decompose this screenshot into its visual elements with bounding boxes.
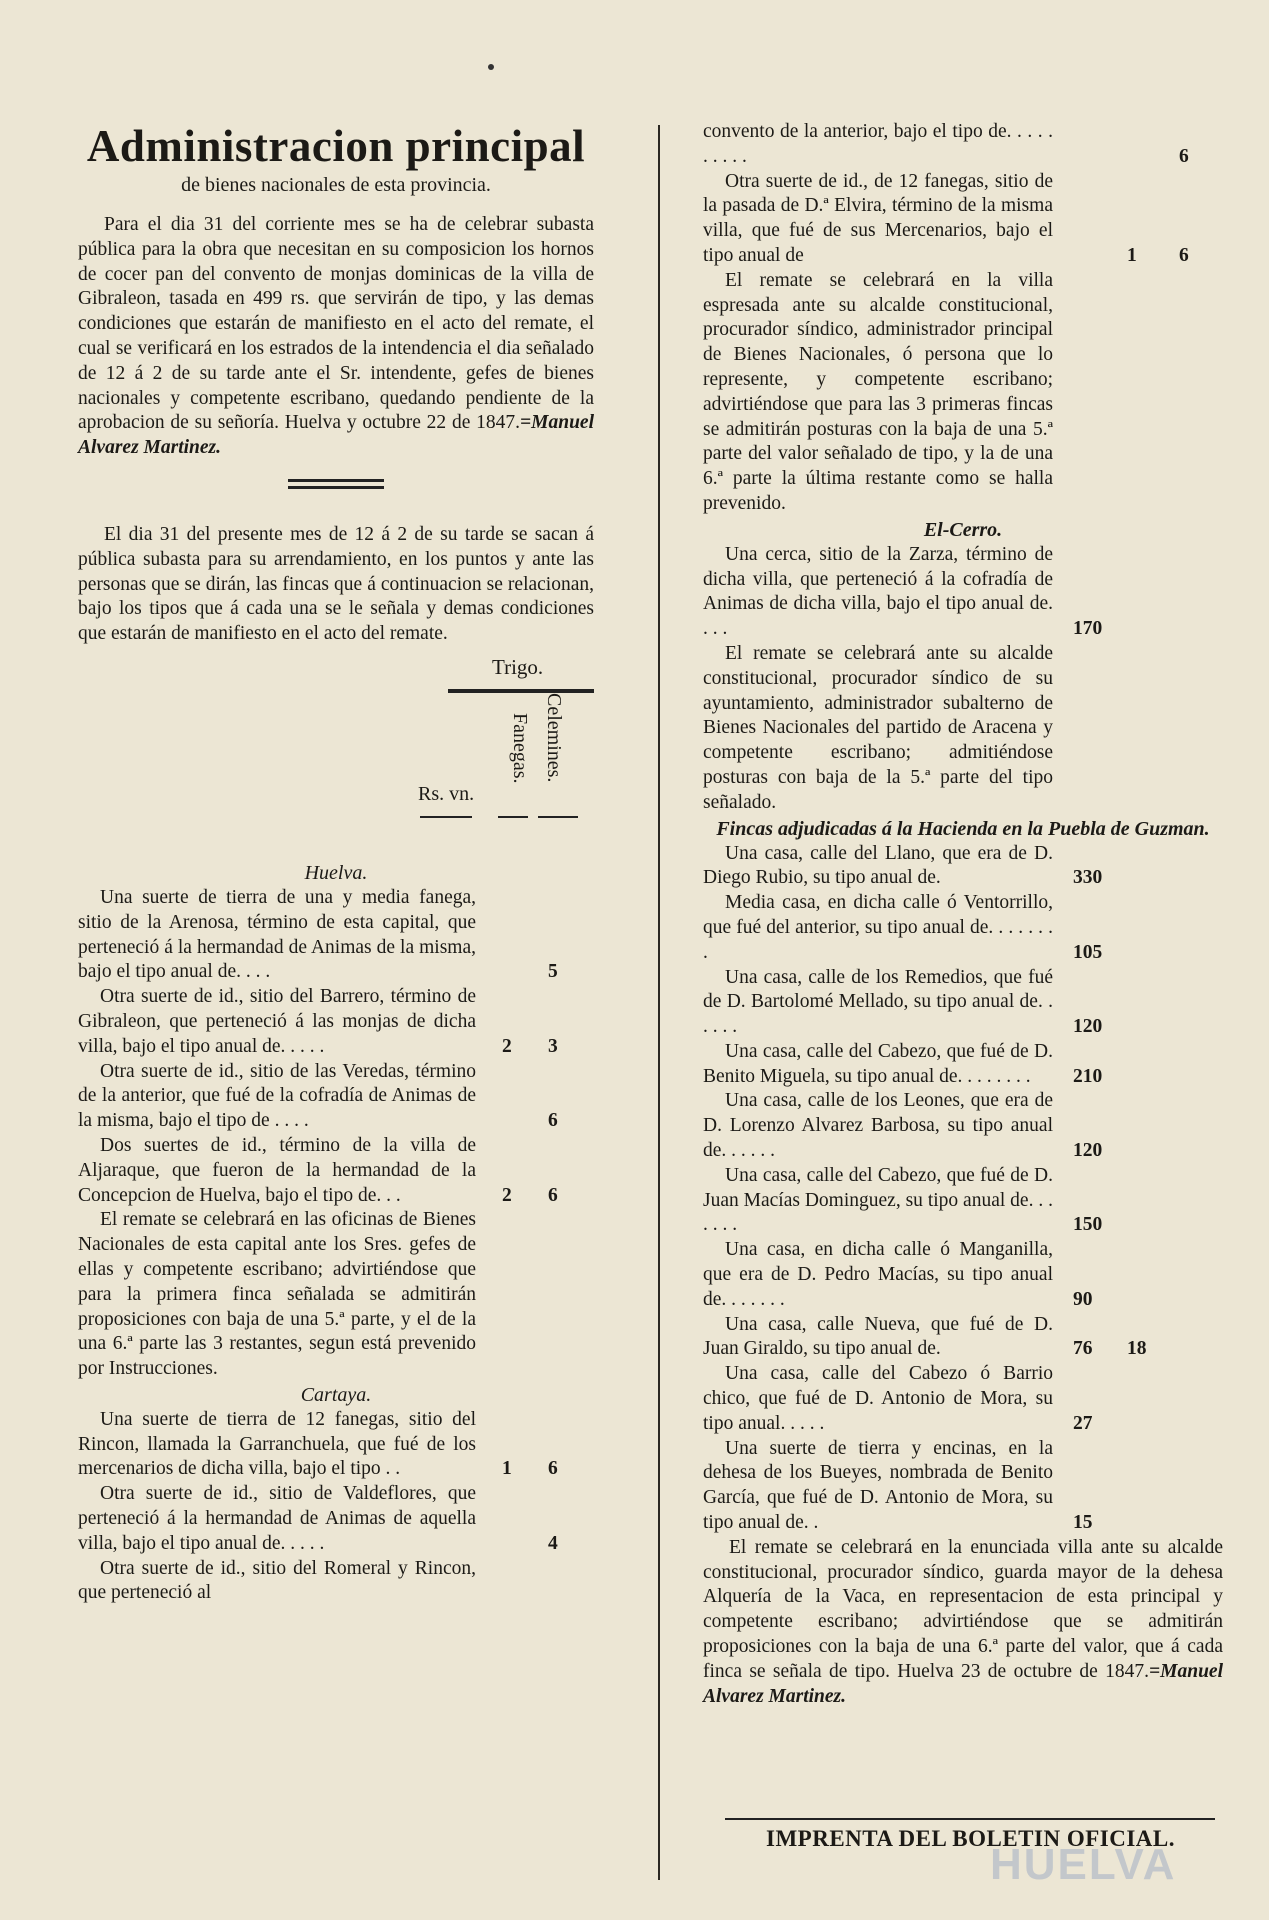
entry-celemines: 5 <box>548 961 558 983</box>
notice1-body <box>78 213 594 461</box>
entry-text: Dos suertes de id., término de la villa de Aljaraque, que fueron de la hermandad de la Concepcion de Huelva, bajo el tipo de. . . <box>78 1134 476 1206</box>
entry-reales: 27 <box>1073 1412 1093 1434</box>
entry-reales: 170 <box>1073 618 1103 640</box>
entry-text: Una cerca, sitio de la Zarza, término de dicha villa, que perteneció á la cofradía de Animas de dicha villa, bajo el tipo anual de. . . . <box>703 543 1053 640</box>
right-entries <box>703 120 1223 1536</box>
section-separator <box>288 479 384 489</box>
property-entry <box>703 1437 1223 1536</box>
section-heading: Fincas adjudicadas á la Hacienda en la Puebla de Guzman. <box>716 817 1210 840</box>
header-rule-fan <box>498 816 528 818</box>
property-entry <box>703 1313 1223 1363</box>
header-celemines: Celemines. <box>543 692 565 783</box>
entry-reales: 150 <box>1073 1214 1103 1236</box>
entry-fanegas: 1 <box>1127 244 1137 266</box>
page-title: Administracion principal <box>86 121 586 171</box>
entry-text: Una casa, calle de los Remedios, que fué de D. Bartolomé Mellado, su tipo anual de. . . . . . <box>703 966 1053 1038</box>
header-rule-cel <box>538 816 578 818</box>
entry-text: Una casa, en dicha calle ó Manganilla, que era de D. Pedro Macías, su tipo anual de. . . . . . . <box>703 1239 1053 1310</box>
property-entry <box>78 1134 594 1208</box>
entry-text: Una casa, calle de los Leones, que era de D. Lorenzo Alvarez Barbosa, su tipo anual de. . . . . . <box>703 1090 1053 1162</box>
entry-text: Una suerte de tierra de una y media fanega, sitio de la Arenosa, término de esta capital, que perteneció á la hermandad de Animas de la misma, bajo el tipo anual de. . . . <box>78 886 476 983</box>
property-entry <box>703 966 1223 1040</box>
entry-reales: 15 <box>1073 1512 1093 1534</box>
header-trigo: Trigo. <box>492 654 544 679</box>
section-heading: Huelva. <box>304 861 368 884</box>
property-entry <box>703 642 1223 816</box>
entry-celemines: 6 <box>548 1110 558 1132</box>
left-column <box>78 120 594 1606</box>
entry-celemines: 4 <box>548 1532 558 1554</box>
property-entry <box>703 1164 1223 1238</box>
table-header <box>78 655 594 860</box>
header-fanegas: Fanegas. <box>509 712 531 784</box>
entry-text: Una casa, calle del Cabezo, que fué de D. Benito Miguela, su tipo anual de. . . . . . . . <box>703 1040 1053 1087</box>
right-column <box>703 120 1223 1709</box>
entry-text: Una casa, calle del Cabezo ó Barrio chico, que fué de D. Antonio de Mora, su tipo anual. . . . . <box>703 1363 1053 1434</box>
property-entry <box>703 1089 1223 1163</box>
entry-reales: 105 <box>1073 941 1103 963</box>
property-entry <box>78 886 594 985</box>
watermark: HUELVA <box>990 1840 1177 1889</box>
header-rule <box>448 689 594 693</box>
imprenta-footer: IMPRENTA DEL BOLETIN OFICIAL. <box>766 1826 1175 1851</box>
property-entry <box>78 1408 594 1482</box>
property-entry <box>703 1362 1223 1436</box>
entry-text: Una suerte de tierra de 12 fanegas, sitio del Rincon, llamada la Garranchuela, que fué de los mercenarios de dicha villa, bajo el tipo . . <box>78 1408 476 1480</box>
column-divider <box>658 125 660 1880</box>
entry-text: El remate se celebrará en las oficinas de Bienes Nacionales de esta capital ante los Sres. gefes de ellas y competente escribano; advirtiéndose que para la primera finca señalada se admitirán proposiciones con baja de una 5.ª parte, y el de la una 6.ª parte las 3 restantes, segun está prevenido por Instrucciones. <box>78 1209 476 1380</box>
entry-fanegas: 2 <box>502 1035 512 1057</box>
entry-text: Otra suerte de id., sitio de las Veredas, término de la anterior, que fué de la cofradía de Animas de la misma, bajo el tipo de . . . . <box>78 1060 476 1132</box>
property-entry <box>703 1040 1223 1090</box>
section-heading: Cartaya. <box>300 1383 372 1406</box>
property-entry <box>703 891 1223 965</box>
property-entry <box>703 269 1223 517</box>
property-entry <box>78 1482 594 1556</box>
header-rsvn: Rs. vn. <box>418 782 475 805</box>
closing-text: El remate se celebrará en la enunciada villa ante su alcalde constitucional, procurador síndico, guarda mayor de la dehesa Alquería de la Vaca, en representacion de esta principal y competente escribano; advirtiéndose que se admitirán proposiciones con la baja de una 6.ª parte del valor, que á cada finca se señala de tipo. Huelva 23 de octubre de 1847. <box>703 1536 1223 1682</box>
notice1-text: Para el dia 31 del corriente mes se ha de celebrar subasta pública para la obra que necesitan en su composicion los hornos de cocer pan del convento de monjas dominicas de la villa de Gibraleon, tasada en 499 rs. que servirán de tipo, y las demas condiciones que estarán de manifiesto en el acto del remate, el cual se verificará en los estrados de la intendencia el dia señalado de 12 á 2 de su tarde ante el Sr. intendente, gefes de bienes nacionales y competente escribano, quedando pendiente de la aprobacion de su señoría. Huelva y octubre 22 de 1847. <box>78 214 594 434</box>
entry-reales: 330 <box>1073 867 1103 889</box>
entry-reales: 76 <box>1073 1338 1093 1360</box>
entry-text: Una suerte de tierra y encinas, en la dehesa de los Bueyes, nombrada de Benito García, que fué de D. Antonio de Mora, su tipo anual de. . <box>703 1437 1053 1534</box>
entry-text: Otra suerte de id., de 12 fanegas, sitio de la pasada de D.ª Elvira, término de la misma villa, que fué de sus Mercenarios, bajo el tipo anual de <box>703 170 1053 266</box>
entry-fanegas: 18 <box>1127 1338 1147 1360</box>
property-entry <box>78 1208 594 1382</box>
entry-celemines: 3 <box>548 1035 558 1057</box>
entry-celemines: 6 <box>548 1458 558 1480</box>
property-entry <box>703 170 1223 269</box>
page-mark <box>488 64 494 70</box>
property-entry <box>703 120 1223 170</box>
property-entry <box>703 842 1223 892</box>
entry-text: Una casa, calle del Llano, que era de D. Diego Rubio, su tipo anual de. <box>703 842 1053 889</box>
page-subtitle: de bienes nacionales de esta provincia. <box>181 174 491 196</box>
property-entry <box>78 1060 594 1134</box>
entry-text: El remate se celebrará en la villa espresada ante su alcalde constitucional, procurador síndico, administrador principal de Bienes Nacionales, ó persona que lo represente, y competente escribano; advirtiéndose que para las 3 primeras fincas se admitirán posturas con la baja de una 5.ª parte del valor señalado de tipo, y la de una 6.ª parte la última restante como se halla prevenido. <box>703 269 1053 514</box>
property-entry <box>703 1238 1223 1312</box>
section-heading: El-Cerro. <box>923 518 1003 541</box>
closing-signature: =Manuel Alvarez Martinez. <box>703 1660 1223 1707</box>
entry-text: Otra suerte de id., sitio del Barrero, término de Gibraleon, que perteneció á las monjas de dicha villa, bajo el tipo anual de. . . . . <box>78 986 476 1057</box>
left-entries <box>78 860 594 1606</box>
footer-rule <box>725 1818 1215 1820</box>
entry-reales: 210 <box>1073 1065 1103 1087</box>
entry-text: Una casa, calle del Cabezo, que fué de D. Juan Macías Dominguez, su tipo anual de. . . . . . . <box>703 1164 1053 1236</box>
entry-reales: 90 <box>1073 1288 1093 1310</box>
entry-reales: 120 <box>1073 1016 1103 1038</box>
entry-reales: 120 <box>1073 1140 1103 1162</box>
property-entry <box>78 985 594 1059</box>
entry-fanegas: 1 <box>502 1458 512 1480</box>
property-entry <box>78 1557 594 1607</box>
entry-fanegas: 2 <box>502 1184 512 1206</box>
notice2-intro: El dia 31 del presente mes de 12 á 2 de su tarde se sacan á pública subasta para su arrendamiento, en los puntos y ante las personas que se dirán, las fincas que á continuacion se relacionan, bajo los tipos que á cada una se le señala y demas condiciones que estarán de manifiesto en el acto del remate. <box>78 523 594 645</box>
header-rule-rs <box>420 816 472 818</box>
entry-celemines: 6 <box>1179 145 1189 167</box>
notice1-signature: =Manuel Alvarez Martinez. <box>78 412 594 459</box>
property-entry <box>703 543 1223 642</box>
entry-text: Una casa, calle Nueva, que fué de D. Juan Giraldo, su tipo anual de. <box>703 1313 1053 1360</box>
entry-text: Media casa, en dicha calle ó Ventorrillo, que fué del anterior, su tipo anual de. . . . . . . . <box>703 892 1053 963</box>
entry-text: convento de la anterior, bajo el tipo de. . . . . . . . . . <box>703 121 1053 167</box>
entry-text: Otra suerte de id., sitio del Romeral y Rincon, que perteneció al <box>78 1557 476 1604</box>
entry-celemines: 6 <box>548 1184 558 1206</box>
entry-text: Otra suerte de id., sitio de Valdeflores, que perteneció á la hermandad de Animas de aquella villa, bajo el tipo anual de. . . . . <box>78 1483 476 1554</box>
entry-text: El remate se celebrará ante su alcalde constitucional, procurador síndico de su ayuntamiento, administrador subalterno de Bienes Nacionales del partido de Aracena y competente escribano; admitiéndose posturas con baja de la 5.ª parte del tipo señalado. <box>703 642 1053 813</box>
entry-celemines: 6 <box>1179 244 1189 266</box>
closing-body <box>703 1536 1223 1710</box>
